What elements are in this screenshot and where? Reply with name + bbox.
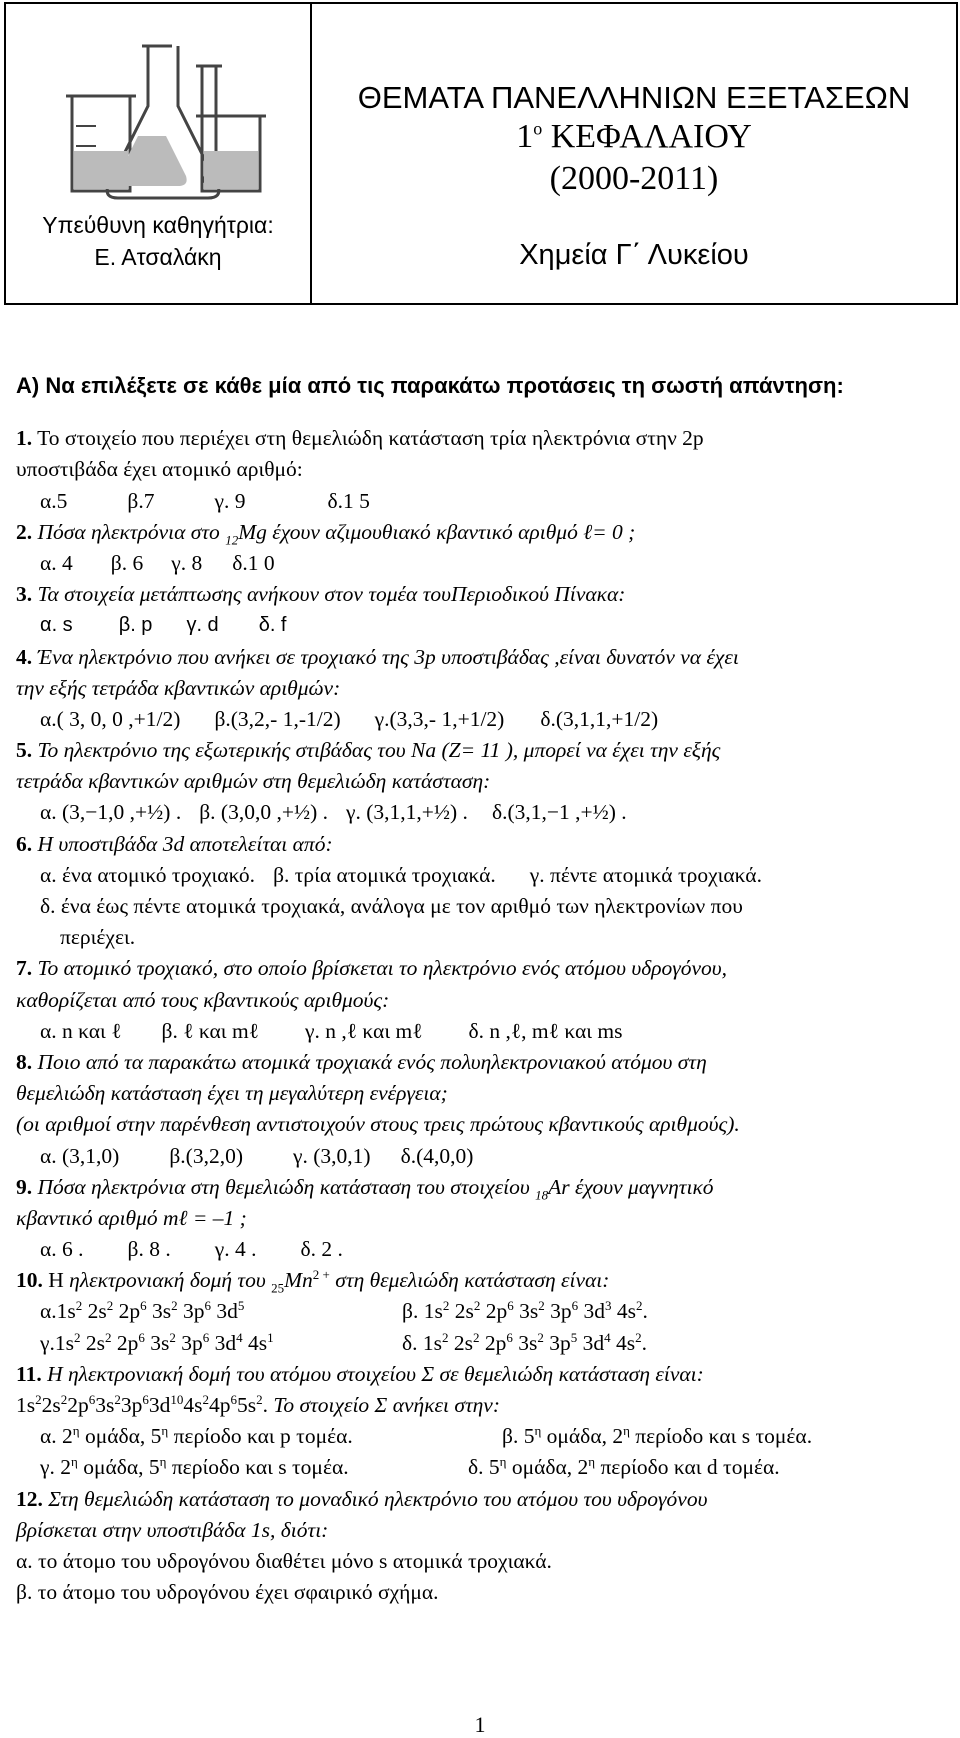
question-2: 2. Πόσα ηλεκτρόνια στο $_{12}$Mg έχουν αζιμουθιακό κβαντικό αριθμό ℓ= 0 ; α. 4 β. 6 γ. 8 δ.1 0	[16, 519, 636, 575]
questions	[16, 370, 956, 1608]
question-3: 3. Τα στοιχεία μετάπτωσης ανήκουν στον τομέα τουΠεριοδικού Πίνακα: α. s β. p γ. d δ. f	[16, 582, 626, 637]
years: (2000-2011)	[549, 160, 719, 197]
header-right-cell	[312, 4, 956, 303]
section-a-title: Α) Να επιλέξετε σε κάθε μία από τις παρακάτω προτάσεις τη σωστή απάντηση:	[16, 373, 844, 398]
chapter-title: $1^o$ ΚΕΦΑΛΑΙΟΥ	[516, 118, 752, 155]
question-8: 8. Ποιο από τα παρακάτω ατομικά τροχιακά ενός πολυηλεκτρονιακού ατόμου στη θεμελιώδη κατάσταση έχει τη μεγαλύτερη ενέργεια; (οι αριθμοί στην παρένθεση αντιστοιχούν στους τρεις πρώτους κβαντικούς αριθμούς). α. (3,1,0) β.(3,2,0) γ. (3,0,1) δ.(4,0,0)	[16, 1049, 740, 1168]
teacher-label: Υπεύθυνη καθηγήτρια:	[42, 212, 274, 238]
page-number: 1	[474, 1712, 486, 1737]
exam-title: ΘΕΜΑΤΑ ΠΑΝΕΛΛΗΝΙΩΝ ΕΞΕΤΑΣΕΩΝ	[357, 80, 911, 115]
question-10: 10. Η ηλεκτρονιακή δομή του $_{25}Mn^{2 +}$ στη θεμελιώδη κατάσταση είναι: $\alpha.1s^2$ $2s^2$ $2p^6$ $3s^2$ $3p^6$ $3d^5$ β. $1s^2$ $2s^2$ $2p^6$ $3s^2$ $3p^6$ $3d^3$ $4s^2$. $\gamma.1s^2$ $2s^2$ $2p^6$ $3s^2$ $3p^6$ $3d^4$ $4s^1$ δ. $1s^2$ $2s^2$ $2p^6$ $3s^2$ $3p^5$ $3d^4$ $4s^2$.	[16, 1265, 956, 1359]
question-12: 12. Στη θεμελιώδη κατάσταση το μοναδικό ηλεκτρόνιο του ατόμου του υδρογόνου βρίσκεται στην υποστιβάδα 1s, διότι: α. το άτομο του υδρογόνου διαθέτει μόνο s ατομικά τροχιακά. β. το άτομο του υδρογόνου έχει σφαιρικό σχήμα.	[16, 1486, 708, 1605]
q10-row-ab: $\alpha.1s^2$ $2s^2$ $2p^6$ $3s^2$ $3p^6$ $3d^5$ β. $1s^2$ $2s^2$ $2p^6$ $3s^2$ $3p^6$ $3d^3$ $4s^2$.	[40, 1298, 648, 1324]
subject: Χημεία Γ΄ Λυκείου	[519, 239, 749, 271]
question-11: 11. Η ηλεκτρονιακή δομή του ατόμου στοιχείου Σ σε θεμελιώδη κατάσταση είναι: $1s^22s^22p^63s^23p^63d^{10}4s^24p^65s^2$. Το στοιχείο Σ ανήκει στην: α. $2^\eta$ ομάδα, $5^\eta$ περίοδο και p τομέα. β. $5^\eta$ ομάδα, $2^\eta$ περίοδο και s τομέα. γ. $2^\eta$ ομάδα, $5^\eta$ περίοδο και s τομέα. δ. $5^\eta$ ομάδα, $2^\eta$ περίοδο και d τομέα.	[16, 1361, 813, 1480]
question-1: 1. Το στοιχείο που περιέχει στη θεμελιώδη κατάσταση τρία ηλεκτρόνια στην 2p υποστιβάδα έχει ατομικό αριθμό: α.5 β.7 γ. 9 δ.1 5	[16, 426, 704, 513]
question-6: 6. Η υποστιβάδα 3d αποτελείται από: α. ένα ατομικό τροχιακό. β. τρία ατομικά τροχιακά. γ. πέντε ατομικά τροχιακά. δ. ένα έως πέντε ατομικά τροχιακά, ανάλογα με τον αριθμό των ηλεκτρονίων που περιέχει.	[16, 831, 762, 950]
question-5: 5. Το ηλεκτρόνιο της εξωτερικής στιβάδας του Na (Z= 11 ), μπορεί να έχει την εξής τετράδα κβαντικών αριθμών στη θεμελιώδη κατάσταση: α. (3,−1,0 ,+½) . β. (3,0,0 ,+½) . γ. (3,1,1,+½) . δ.(3,1,−1 ,+½) .	[16, 738, 721, 825]
question-7: 7. Το ατομικό τροχιακό, στο οποίο βρίσκεται το ηλεκτρόνιο ενός ατόμου υδρογόνου, καθορίζεται από τους κβαντικούς αριθμούς: α. n και ℓ β. ℓ και mℓ γ. n ,ℓ και mℓ δ. n ,ℓ, mℓ και ms	[16, 956, 728, 1043]
lab-glassware-logo	[46, 26, 276, 201]
question-4: 4. Ένα ηλεκτρόνιο που ανήκει σε τροχιακό της 3p υποστιβάδας ,είναι δυνατόν να έχει την εξής τετράδα κβαντικών αριθμών: α.( 3, 0, 0 ,+1/2) β.(3,2,- 1,-1/2) γ.(3,3,- 1,+1/2) δ.(3,1,1,+1/2)	[16, 644, 739, 731]
header-left-cell	[6, 4, 312, 303]
teacher-name: Ε. Ατσαλάκη	[94, 244, 222, 270]
header-box	[4, 2, 958, 305]
q10-row-cd: $\gamma.1s^2$ $2s^2$ $2p^6$ $3s^2$ $3p^6$ $3d^4$ $4s^1$ δ. $1s^2$ $2s^2$ $2p^6$ $3s^2$ $3p^5$ $3d^4$ $4s^2$.	[40, 1329, 647, 1355]
question-9: 9. Πόσα ηλεκτρόνια στη θεμελιώδη κατάσταση του στοιχείου $_{18}$Ar έχουν μαγνητικό κβαντικό αριθμό mℓ = –1 ; α. 6 . β. 8 . γ. 4 . δ. 2 .	[16, 1174, 714, 1262]
